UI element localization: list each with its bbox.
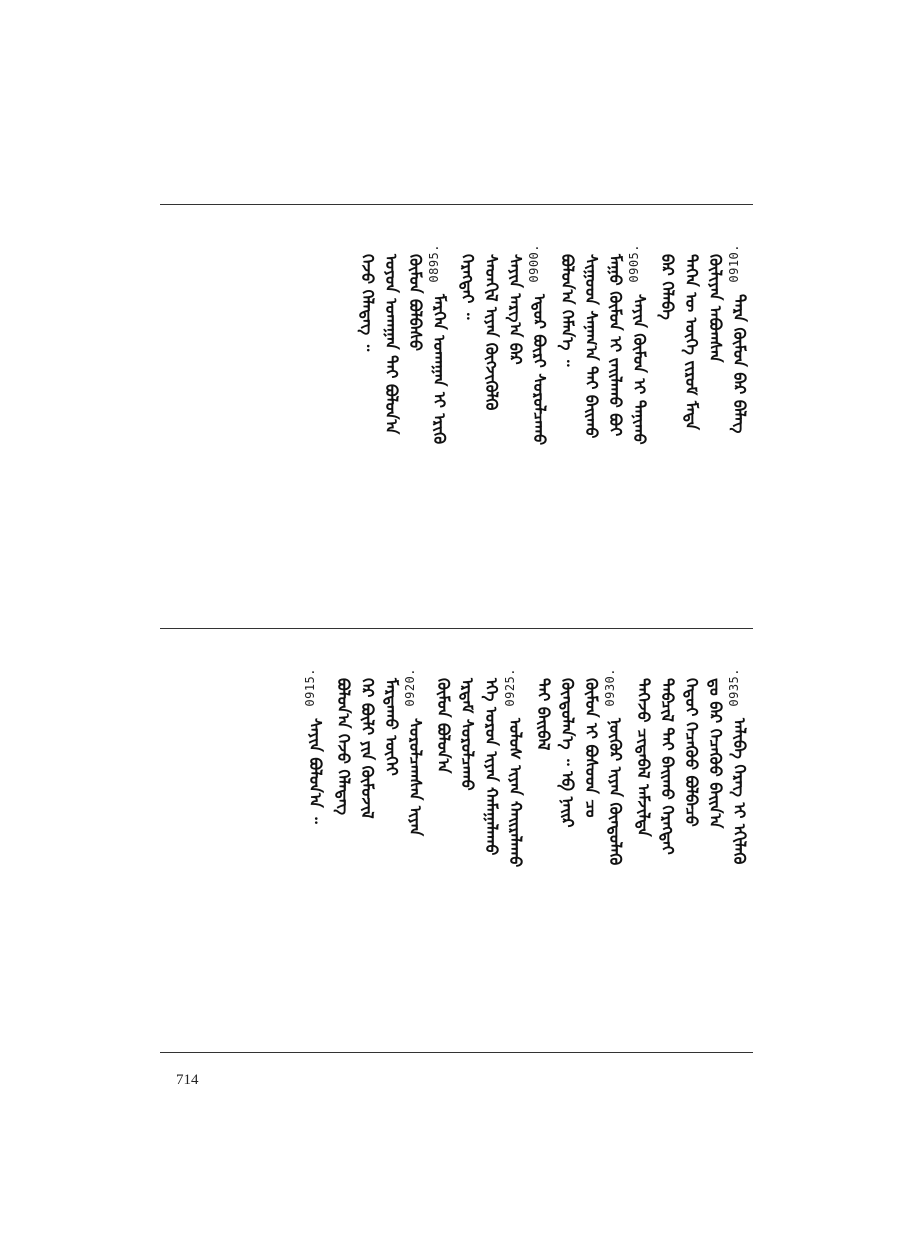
mongolian-text-line: ᠲᠠᠢ ᠪᠠᠢᠪᠠᠯ bbox=[534, 678, 553, 751]
text-line-column bbox=[677, 214, 705, 618]
text-line-column bbox=[577, 638, 605, 1042]
text-line-column bbox=[553, 638, 581, 1042]
text-line-column bbox=[725, 214, 753, 618]
lower-text-panel bbox=[160, 638, 753, 1042]
text-line-column bbox=[377, 214, 405, 618]
text-line-column bbox=[425, 214, 453, 618]
mongolian-text-line: ᠲᠡᠷᠡ ᠬᠦᠮᠦᠨ ᠪᠡᠷ ᠪᠡᠯᠡᠭ bbox=[730, 294, 749, 434]
mongolian-text-line: ᠡᠳᠦᠷ ᠪᠦᠷᠢ ᠰᠤᠷᠤᠯᠴᠠᠬᠤ bbox=[530, 294, 549, 446]
mongolian-text-line: ᠲᠡᠭᠡᠵᠦ ᠴᠢᠳᠠᠪᠠᠯ ᠠᠮᠵᠢᠯᠲᠠ bbox=[634, 678, 653, 837]
middle-rule bbox=[160, 628, 753, 629]
mongolian-text-line: ᠪᠣᠯᠣᠨ᠎ᠠ ᠭᠡᠵᠦ ᠬᠡᠯᠡᠳᠡᠭ bbox=[334, 678, 353, 816]
page-number: 714 bbox=[176, 1072, 199, 1088]
mongolian-text-line: ᠬᠦᠮᠦᠨ ᠢ ᠪᠤᠰᠤᠳ ᠴᠤ bbox=[582, 678, 601, 818]
text-line-column bbox=[453, 638, 481, 1042]
mongolian-text-line: ᠬᠦᠨᠳᠦᠯᠡᠨ᠎ᠡ ᠃ ᠡᠪ ᠨᠠᠢᠷ bbox=[558, 678, 577, 828]
text-line-column bbox=[329, 638, 357, 1042]
text-line-column bbox=[353, 638, 381, 1042]
mongolian-text-line: ᠤᠶᠤᠨ ᠤᠬᠠᠭᠠᠨ ᠲᠠᠢ ᠪᠣᠯᠤᠨ᠎ᠠ bbox=[382, 254, 401, 435]
mongolian-text-line: ᠡᠬᠡ ᠣᠷᠣᠨ ᠢᠶᠡᠨ ᠬᠠᠮᠠᠭᠠᠯᠠᠬᠤ bbox=[482, 678, 501, 856]
mongolian-text-line: ᠰᠠᠶᠢᠨ ᠪᠣᠯᠤᠨ᠎ᠠ ᠃ bbox=[306, 718, 325, 824]
mongolian-text-line: ᠮᠠᠭᠤ ᠬᠦᠮᠦᠨ ᠢ ᠵᠠᠢᠯᠠᠬᠤ ᠪᠤᠢ bbox=[606, 254, 625, 437]
text-line-column bbox=[501, 214, 529, 618]
text-line-column bbox=[453, 214, 481, 618]
mongolian-text-line: ᠭᠡᠷ ᠪᠦᠯᠢ ᠶᠢᠨ ᠬᠦᠮᠦᠵᠢᠯ bbox=[358, 678, 377, 819]
mongolian-text-line: ᠬᠦᠮᠦᠨ ᠪᠣᠯᠪᠠᠰᠤ bbox=[406, 254, 425, 351]
text-line-column bbox=[653, 638, 681, 1042]
mongolian-text-line: ᠰᠠᠶᠢᠨ ᠬᠦᠮᠦᠨ ᠢ ᠲᠠᠨᠢᠬᠤ bbox=[630, 294, 649, 445]
bottom-rule bbox=[160, 1052, 753, 1053]
mongolian-text-line: ᠰᠢᠭᠤᠳ ᠰᠠᠨᠠᠭ᠎ᠠ ᠲᠠᠢ ᠪᠠᠢᠬᠤ bbox=[582, 254, 601, 439]
text-line-column bbox=[625, 214, 653, 618]
text-line-column bbox=[601, 214, 629, 618]
mongolian-text-line: ᠬᠡᠷᠡᠭᠲᠡᠢ ᠃ bbox=[458, 254, 477, 320]
text-line-column bbox=[377, 638, 405, 1042]
entry-number: 0895. bbox=[427, 244, 441, 283]
mongolian-text-line: ᠪᠡᠷ ᠬᠡᠯᠡᠪᠡ bbox=[658, 254, 677, 320]
mongolian-text-line: ᠤᠯᠤᠰ ᠢᠶᠡᠨ ᠬᠠᠢᠷᠠᠯᠠᠬᠤ bbox=[506, 718, 525, 868]
text-line-column bbox=[653, 214, 681, 618]
text-line-column bbox=[477, 638, 505, 1042]
mongolian-text-line: ᠬᠦᠯᠢᠶᠡᠨ ᠠᠪᠤᠭᠰᠠᠨ bbox=[706, 254, 725, 363]
mongolian-text-line: ᠭᠡᠵᠦ ᠬᠡᠯᠡᠳᠡᠭ ᠃ bbox=[358, 254, 377, 352]
mongolian-text-line: ᠮᠡᠷᠭᠡᠨ ᠤᠬᠠᠭᠠᠨ ᠢ ᠡᠷᠢᠬᠦ bbox=[430, 294, 449, 445]
mongolian-text-line: ᠲᠡᠪᠴᠢᠯ ᠲᠡᠢ ᠪᠠᠢᠬᠤ ᠬᠡᠷᠡᠭᠲᠡᠢ bbox=[658, 678, 677, 855]
text-line-column bbox=[501, 638, 529, 1042]
entry-number: 0900. bbox=[527, 244, 541, 283]
text-line-column bbox=[429, 638, 457, 1042]
mongolian-text-line: ᠠᠯᠢᠪᠠ ᠬᠡᠷᠡᠭ ᠢ ᠡᠬᠢᠯᠡᠬᠦ bbox=[730, 718, 749, 865]
mongolian-text-line: ᠰᠠᠶᠢᠨ ᠠᠷᠭ᠎ᠠ ᠪᠠᠷ bbox=[506, 254, 525, 365]
mongolian-text-line: ᠮᠠᠷᠲᠠᠬᠤ ᠦᠭᠡᠢ bbox=[382, 678, 401, 776]
mongolian-text-line: ᠲᠡᠭᠡᠨ ᠦ ᠦᠭᠡ ᠵᠢᠷᠤᠮ ᠮᠡᠳᠡ bbox=[682, 254, 701, 430]
text-line-column bbox=[529, 638, 557, 1042]
text-line-column bbox=[401, 214, 429, 618]
mongolian-text-line: ᠬᠦᠮᠦᠨ ᠪᠣᠯᠣᠨ᠎ᠠ bbox=[434, 678, 453, 774]
mongolian-text-line: ᠳᠤ ᠪᠡᠷ ᠬᠡᠴᠡᠭᠦᠦ ᠪᠠᠢᠨ᠎ᠠ bbox=[706, 678, 725, 829]
entry-number: 0920. bbox=[403, 668, 417, 707]
text-line-column bbox=[525, 214, 553, 618]
entry-number: 0925. bbox=[503, 668, 517, 707]
entry-number: 0905. bbox=[627, 244, 641, 283]
text-line-column bbox=[629, 638, 657, 1042]
text-line-column bbox=[677, 638, 705, 1042]
mongolian-text-line: ᠨᠥᠬᠥᠷ ᠢᠶᠡᠨ ᠬᠦᠨᠳᠦᠯᠡᠬᠦ bbox=[606, 718, 625, 866]
text-line-column bbox=[401, 638, 429, 1042]
entry-number: 0930. bbox=[603, 668, 617, 707]
text-line-column bbox=[553, 214, 581, 618]
top-rule bbox=[160, 204, 753, 205]
mongolian-text-line: ᠪᠣᠯᠣᠨ᠎ᠠ ᠬᠡᠮᠡᠨ᠎ᠡ ᠃ bbox=[558, 254, 577, 367]
entry-number: 0935. bbox=[727, 668, 741, 707]
mongolian-text-line: ᠬᠡᠳᠦᠢ ᠬᠡᠴᠡᠭᠦᠦ ᠪᠣᠯᠪᠠᠴᠤ bbox=[682, 678, 701, 827]
text-line-column bbox=[301, 638, 329, 1042]
text-line-column bbox=[701, 638, 729, 1042]
text-line-column bbox=[701, 214, 729, 618]
text-line-column bbox=[601, 638, 629, 1042]
text-line-column bbox=[725, 638, 753, 1042]
mongolian-text-line: ᠰᠤᠷᠤᠯᠴᠠᠭᠰᠠᠨ ᠢᠶᠡᠨ bbox=[406, 718, 425, 837]
mongolian-text-line: ᠰᠡᠳᠬᠢᠯ ᠢᠶᠠᠨ ᠬᠥᠭᠵᠢᠭᠦᠯᠬᠦ bbox=[482, 254, 501, 411]
text-line-column bbox=[577, 214, 605, 618]
upper-text-panel bbox=[160, 214, 753, 618]
entry-number: 0915. bbox=[303, 668, 317, 707]
text-line-column bbox=[353, 214, 381, 618]
mongolian-text-line: ᠡᠷᠳᠡᠮ ᠰᠤᠷᠤᠯᠴᠠᠬᠤ bbox=[458, 678, 477, 791]
entry-number: 0910. bbox=[727, 244, 741, 283]
text-line-column bbox=[477, 214, 505, 618]
